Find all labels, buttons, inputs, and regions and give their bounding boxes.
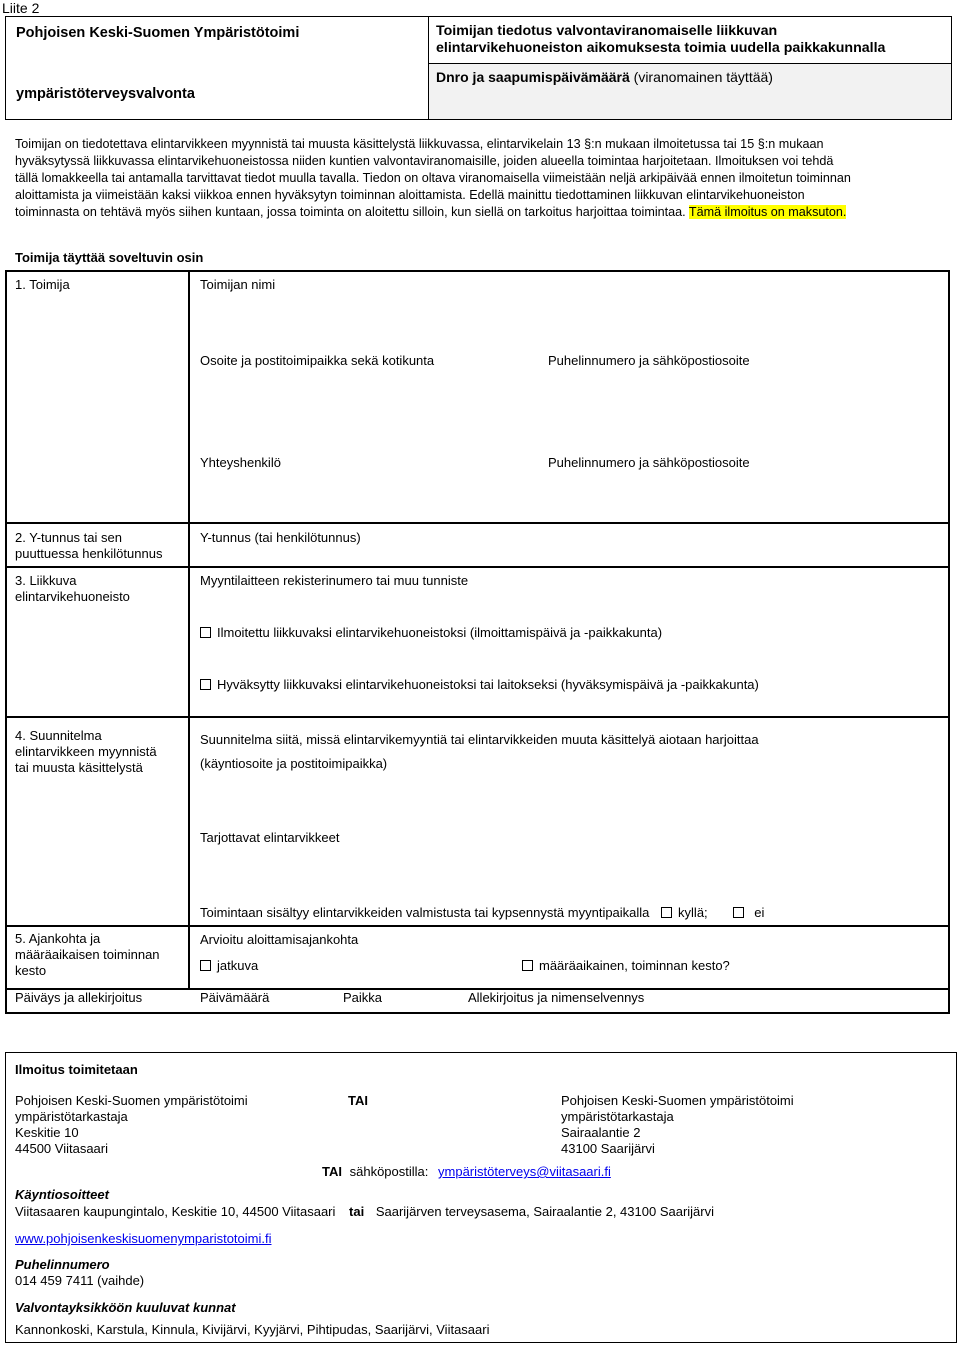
operator-name-field[interactable]: Toimijan nimi [200, 277, 276, 292]
phone-number: 014 459 7411 (vaihde) [15, 1273, 145, 1288]
section-heading: Toimija täyttää soveltuvin osin [15, 250, 204, 265]
attachment-label: Liite 2 [2, 0, 40, 16]
signature-label: Päiväys ja allekirjoitus [15, 990, 143, 1005]
vehicle-registration-field[interactable]: Myyntilaitteen rekisterinumero tai muu tunniste [200, 573, 469, 588]
plan-location-field[interactable]: Suunnitelma siitä, missä elintarvikemyyntiä tai elintarvikkeiden muuta käsittelyä aiotaan harjoittaa (käyntiosoite ja postitoimipaikka) [200, 732, 759, 771]
website-link[interactable]: www.pohjoisenkeskisuomenymparistotoimi.fi [15, 1231, 272, 1246]
preparation-no-checkbox[interactable] [733, 907, 744, 918]
intro-paragraph: Toimijan on tiedotettava elintarvikkeen myynnistä tai muusta käsittelystä liikkuvassa, elintarvikelain 13 §:n mukaan ilmoitetussa tai 15 §:n mukaan hyväksytyssä liikkuvassa elintarvikehuoneistossa niiden kuntien valvontaviranomaisille, joiden alueella toimintaa harjoitetaan. Ilmoituksen voi tehdä tällä lomakkeella tai antamalla tarvittavat tiedot muulla tavalla. Tiedon on oltava viranomaisella viimeistään neljä arkipäivää ennen ilmoitetun toiminnan aloittamista ja viimeistään kaksi viikkoa ennen hyväksytyn toiminnan aloittamista. Edellä mainittu tiedottaminen liikkuvan elintarvikehuoneiston toiminnasta on tehtävä myös siihen kuntaan, jossa toiminta on aloitettu silloin, kun siellä on tarkoitus harjoittaa toimintaa. Tämä ilmoitus on maksuton. [15, 137, 851, 219]
dnro-label: Dnro ja saapumispäivämäärä (viranomainen täyttää) [436, 69, 773, 85]
form-table [5, 270, 950, 1014]
municipalities-list: Kannonkoski, Karstula, Kinnula, Kivijärvi, Kyyjärvi, Pihtipudas, Saarijärvi, Viitasaari [15, 1322, 490, 1337]
section-3-label: 3. Liikkuva elintarvikehuoneisto [15, 573, 130, 604]
municipalities-heading: Valvontayksikköön kuuluvat kunnat [15, 1300, 236, 1315]
free-of-charge-note: Tämä ilmoitus on maksuton. [688, 205, 847, 219]
offered-foods-field[interactable]: Tarjottavat elintarvikkeet [200, 830, 340, 845]
phone-email-field[interactable]: Puhelinnumero ja sähköpostiosoite [548, 353, 750, 368]
address-field[interactable]: Osoite ja postitoimipaikka sekä kotikunta [200, 353, 435, 368]
org-unit: ympäristöterveysvalvonta [16, 86, 195, 102]
submission-heading: Ilmoitus toimitetaan [15, 1062, 138, 1077]
form-title: Toimijan tiedotus valvontaviranomaiselle liikkuvan elintarvikehuoneiston aikomuksesta toimia uudella paikkakunnalla [436, 23, 886, 56]
or-label: TAI [348, 1093, 368, 1108]
phone-heading: Puhelinnumero [15, 1257, 110, 1272]
email-link[interactable]: ympäristöterveys@viitasaari.fi [438, 1164, 611, 1179]
contact-phone-email-field[interactable]: Puhelinnumero ja sähköpostiosoite [548, 455, 750, 470]
visiting-addresses: Viitasaaren kaupungintalo, Keskitie 10, 44500 Viitasaari tai Saarijärven terveysasema, Sairaalantie 2, 43100 Saarijärvi [15, 1204, 715, 1219]
section-2-label: 2. Y-tunnus tai sen puuttuessa henkilötunnus [15, 530, 163, 561]
start-date-field[interactable]: Arvioitu aloittamisajankohta [200, 932, 359, 947]
notified-option[interactable]: Ilmoitettu liikkuvaksi elintarvikehuoneistoksi (ilmoittamispäivä ja -paikkakunta) [200, 625, 662, 640]
section-1-label: 1. Toimija [15, 277, 70, 292]
section-5-label: 5. Ajankohta ja määräaikaisen toiminnan kesto [15, 931, 160, 978]
approved-checkbox[interactable] [200, 679, 211, 690]
approved-option[interactable]: Hyväksytty liikkuvaksi elintarvikehuoneistoksi tai laitokseksi (hyväksymispäivä ja -paikkakunta) [200, 677, 759, 692]
preparation-yes-checkbox[interactable] [661, 907, 672, 918]
date-field[interactable]: Päivämäärä [200, 990, 270, 1005]
fixed-term-checkbox[interactable] [522, 960, 533, 971]
visiting-addresses-heading: Käyntiosoitteet [15, 1187, 109, 1202]
notified-checkbox[interactable] [200, 627, 211, 638]
continuous-checkbox[interactable] [200, 960, 211, 971]
email-line: TAI sähköpostilla: ympäristöterveys@viitasaari.fi [322, 1164, 611, 1179]
address-viitasaari: Pohjoisen Keski-Suomen ympäristötoimi ympäristötarkastaja Keskitie 10 44500 Viitasaari [15, 1093, 248, 1156]
place-field[interactable]: Paikka [343, 990, 383, 1005]
preparation-question: Toimintaan sisältyy elintarvikkeiden valmistusta tai kypsennystä myyntipaikalla kyllä; ei [200, 905, 765, 920]
continuous-option[interactable]: jatkuva [200, 958, 258, 973]
signature-field[interactable]: Allekirjoitus ja nimenselvennys [468, 990, 645, 1005]
fixed-term-option[interactable]: määräaikainen, toiminnan kesto? [522, 958, 730, 973]
contact-person-field[interactable]: Yhteyshenkilö [200, 455, 281, 470]
business-id-field[interactable]: Y-tunnus (tai henkilötunnus) [200, 530, 361, 545]
org-name: Pohjoisen Keski-Suomen Ympäristötoimi [16, 25, 300, 41]
section-4-label: 4. Suunnitelma elintarvikkeen myynnistä tai muusta käsittelystä [15, 728, 157, 775]
address-saarijarvi: Pohjoisen Keski-Suomen ympäristötoimi ympäristötarkastaja Sairaalantie 2 43100 Saarijärvi [561, 1093, 794, 1156]
